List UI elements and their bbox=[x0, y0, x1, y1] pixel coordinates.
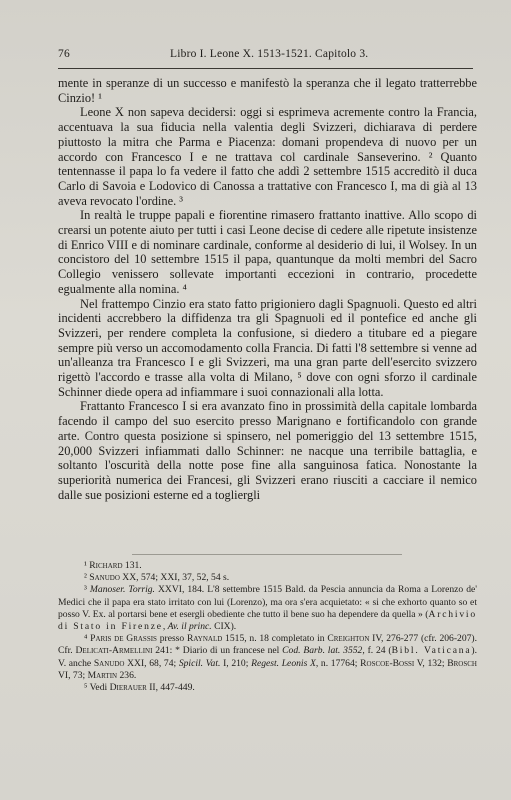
footnote-2: ² Sanudo XX, 574; XXI, 37, 52, 54 s. bbox=[84, 572, 230, 584]
footnote-rule bbox=[132, 554, 402, 555]
footnote-1: ¹ Richard 131. bbox=[84, 560, 142, 571]
footnote-3: ³ Manoser. Torrig. XXVI, 184. L'8 settembre 1515 Bald. da Pescia annuncia da Roma a Lorenzo de' Medici che il papa era stato irritato con lui (Lorenzo), ma ora s'era acquietato: « si che exhorto quanto so et posso V. Ex. al portarsi bene et esergli obediente che tutto il bene suo ha dependere da quella » (Archivio di Stato in Firenze, Av. il princ. CIX). bbox=[58, 584, 477, 633]
running-title: Libro I. Leone X. 1513-1521. Capitolo 3. bbox=[170, 48, 369, 60]
footnote-5: ⁵ Vedi Dierauer II, 447-449. bbox=[84, 682, 195, 694]
paragraph: mente in speranze di un successo e manifestò la speranza che il legato tratterrebbe Cinzio! ¹ bbox=[58, 76, 477, 105]
header-rule bbox=[58, 68, 473, 69]
paragraph: In realtà le truppe papali e fiorentine rimasero frattanto inattive. Allo scopo di crearsi un potente aiuto per tutti i casi Leone decise di cedere alle ripetute insistenze di Enrico VIII e di nominare cardinale, conforme al desiderio di lui, il Wolsey. In un concistoro del 10 settembre 1515 il papa, quantunque da molti membri del Sacro Collegio venissero sollevate importanti eccezioni in contrario, procedette egualmente alla nomina. ⁴ bbox=[58, 208, 477, 296]
paragraph: Nel frattempo Cinzio era stato fatto prigioniero dagli Spagnuoli. Questo ed altri incidenti accrebbero la diffidenza tra gli Spagnuoli ed il pontefice ed anche gli Svizzeri, per rendere completa la confusione, si diedero a titubare ed a piegare sempre più verso un accomodamento colla Francia. Di fatti l'8 settembre si venne ad un'alleanza tra Francesco I e gli Svizzeri, ma una gran parte dell'esercito svizzero rigettò l'accordo e trasse alla volta di Milano, ⁵ dove con ogni sforzo il cardinale Schinner diede opera ad infiammare i suoi connazionali alla lotta. bbox=[58, 296, 477, 399]
page-number: 76 bbox=[58, 48, 70, 60]
footnote-4: ⁴ Paris de Grassis presso Raynald 1515, n. 18 completato in Creighton IV, 276-277 (cfr. 206-207). Cfr. Delicati-Armellini 241: * Diario di un francese nel Cod. Barb. lat. 3552, f. 24 (Bibl. Vaticana). V. anche Sanudo XXI, 68, 74; Spicil. Vat. I, 210; Regest. Leonis X, n. 17764; Roscoe-Bossi V, 132; Brosch VI, 73; Martin 236. bbox=[58, 633, 478, 681]
main-text bbox=[58, 76, 477, 502]
paragraph: Frattanto Francesco I si era avanzato fino in prossimità della capitale lombarda facendo il campo del suo esercito presso Marignano e fortificandolo con grande arte. Contro questa posizione si spinsero, nel pomeriggio del 13 settembre 1515, 20,000 Svizzeri infiammati dallo Schinner: ne nacque una terribile battaglia, e soltanto l'oscurità della notte pose fine alla sanguinosa fatica. Nonostante la superiorità numerica dei Francesi, gli Svizzeri erano riusciti a cacciare il nemico dalle sue posizioni esterne ed a togliergli bbox=[58, 399, 477, 502]
footnotes bbox=[58, 560, 477, 694]
paragraph: Leone X non sapeva decidersi: oggi si esprimeva acremente contro la Francia, accentuava la sua fiducia nella valentia degli Svizzeri, dichiarava di perdere piuttosto la mitra che Parma e Piacenza: domani propendeva di nuovo per un accordo con Francesco I e ne trattava col cardinale Sanseverino. ² Quanto tentennasse il papa lo fa vedere il fatto che addì 2 settembre 1515 accreditò il duca Carlo di Savoia e Lodovico di Canossa a trattative con Francesco I, ma di già al 13 aveva revocato l'ordine. ³ bbox=[58, 105, 477, 208]
page-header bbox=[58, 48, 473, 66]
